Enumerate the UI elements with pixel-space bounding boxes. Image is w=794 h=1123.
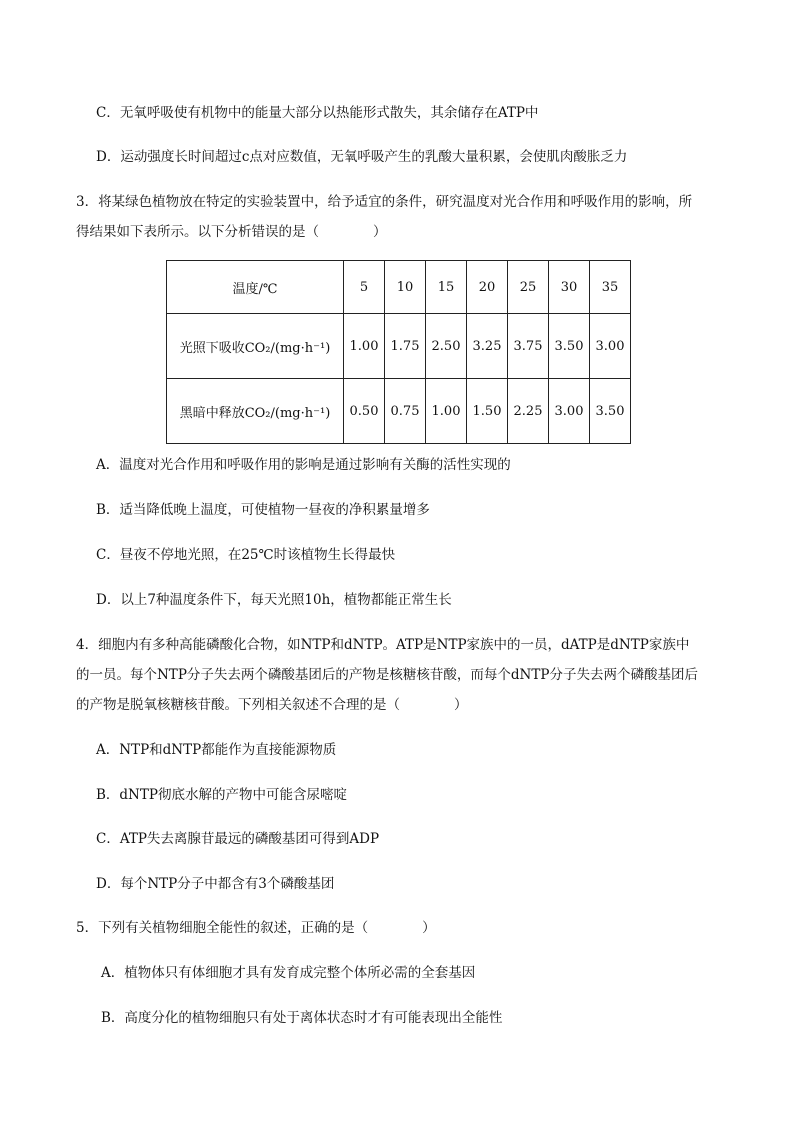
q3-option-c: C．昼夜不停地光照，在25℃时该植物生长得最快 — [96, 547, 396, 563]
q5-option-b: B．高度分化的植物细胞只有处于离体状态时才有可能表现出全能性 — [101, 1010, 503, 1026]
value-cell: 3.00 — [590, 314, 631, 379]
value-cell: 0.50 — [344, 379, 385, 444]
temp-cell: 25 — [508, 261, 549, 314]
q4-stem-line-1: 4．细胞内有多种高能磷酸化合物，如NTP和dNTP。ATP是NTP家族中的一员，dATP是dNTP家族中 — [76, 637, 690, 653]
table-row-dark-release — [167, 379, 631, 444]
q5-option-a: A．植物体只有体细胞才具有发育成完整个体所必需的全套基因 — [101, 965, 476, 981]
q4-option-d: D．每个NTP分子中都含有3个磷酸基团 — [96, 876, 335, 892]
table-header-row — [167, 261, 631, 314]
q2-option-d: D．运动强度长时间超过c点对应数值，无氧呼吸产生的乳酸大量积累，会使肌肉酸胀乏力 — [96, 149, 628, 165]
temperature-co2-table — [166, 260, 631, 444]
value-cell: 1.50 — [467, 379, 508, 444]
row-label-dark: 黑暗中释放CO₂/(mg·h⁻¹) — [167, 379, 344, 444]
value-cell: 2.50 — [426, 314, 467, 379]
q3-stem-line-2: 得结果如下表所示。以下分析错误的是（ ） — [76, 224, 387, 240]
value-cell: 2.25 — [508, 379, 549, 444]
q4-option-b: B．dNTP彻底水解的产物中可能含尿嘧啶 — [96, 787, 347, 803]
value-cell: 0.75 — [385, 379, 426, 444]
q3-stem-line-1: 3．将某绿色植物放在特定的实验装置中，给予适宜的条件，研究温度对光合作用和呼吸作用的影响，所 — [76, 194, 693, 210]
value-cell: 1.00 — [344, 314, 385, 379]
table-header-label: 温度/℃ — [167, 261, 344, 314]
q3-option-a: A．温度对光合作用和呼吸作用的影响是通过影响有关酶的活性实现的 — [96, 457, 511, 473]
value-cell: 3.50 — [549, 314, 590, 379]
temp-cell: 35 — [590, 261, 631, 314]
value-cell: 3.25 — [467, 314, 508, 379]
temp-cell: 30 — [549, 261, 590, 314]
q4-stem-line-2: 的一员。每个NTP分子失去两个磷酸基团后的产物是核糖核苷酸，而每个dNTP分子失去两个磷酸基团后 — [76, 667, 698, 683]
q2-option-c: C．无氧呼吸使有机物中的能量大部分以热能形式散失，其余储存在ATP中 — [96, 105, 539, 121]
temp-cell: 20 — [467, 261, 508, 314]
q4-option-c: C．ATP失去离腺苷最远的磷酸基团可得到ADP — [96, 831, 380, 847]
value-cell: 1.00 — [426, 379, 467, 444]
q5-stem: 5．下列有关植物细胞全能性的叙述，正确的是（ ） — [76, 920, 436, 936]
temp-cell: 15 — [426, 261, 467, 314]
q3-option-d: D．以上7种温度条件下，每天光照10h，植物都能正常生长 — [96, 592, 452, 608]
row-label-light: 光照下吸收CO₂/(mg·h⁻¹) — [167, 314, 344, 379]
value-cell: 3.50 — [590, 379, 631, 444]
temp-cell: 10 — [385, 261, 426, 314]
value-cell: 3.00 — [549, 379, 590, 444]
value-cell: 3.75 — [508, 314, 549, 379]
q4-stem-line-3: 的产物是脱氧核糖核苷酸。下列相关叙述不合理的是（ ） — [76, 697, 468, 713]
q4-option-a: A．NTP和dNTP都能作为直接能源物质 — [96, 742, 337, 758]
value-cell: 1.75 — [385, 314, 426, 379]
table-row-light-absorb — [167, 314, 631, 379]
q3-option-b: B．适当降低晚上温度，可使植物一昼夜的净积累量增多 — [96, 502, 430, 518]
temp-cell: 5 — [344, 261, 385, 314]
